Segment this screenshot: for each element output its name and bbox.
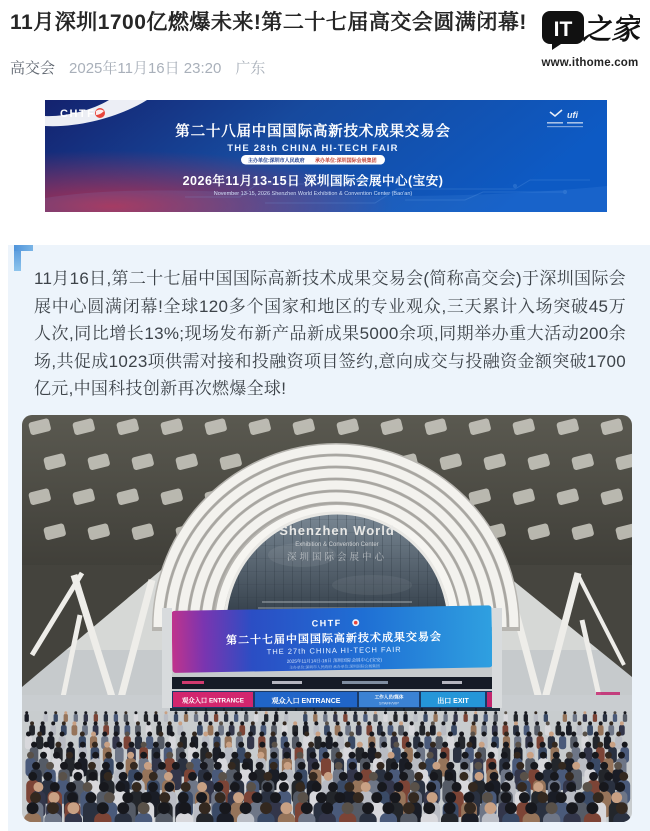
site-url: www.ithome.com [541, 57, 639, 69]
chtf27-date: 2025年11月14日-16日 深圳国际会展中心(宝安) [286, 657, 383, 664]
ad-date-en: November 13-15, 2026 Shenzhen World Exhibition & Convention Center (Bao'an) [213, 191, 413, 197]
sign-staff-sub: STAFF/VIP [379, 700, 399, 706]
chtf-logo-text: CHTF [60, 108, 96, 120]
led-ticker [170, 677, 494, 689]
ithome-logo-icon [540, 10, 640, 50]
sign-staff-label: 工作人员/媒体 [374, 694, 404, 700]
publish-region: 广东 [235, 60, 266, 77]
chtf27-title: 第二十七届中国国际高新技术成果交易会 [225, 631, 443, 647]
venue-sub-en: Exhibition & Convention Center [295, 542, 379, 548]
sign-exit-label: 出口 EXIT [437, 698, 469, 705]
organizer-co: 承办单位:深圳国际会展集团 [315, 158, 377, 164]
article-body: 11月16日,第二十七届中国国际高新技术成果交易会(简称高交会)于深圳国际会展中心圆满闭幕!全球120多个国家和地区的专业观众,三天累计入场突破45万人次,同比增长13%;现场发布新产品新成果5000余项,同期举办重大活动200余场,共促成1023项供需对接和投融资项目签约,意向成交与投融资金额突破1700亿元,中国科技创新再次燃爆全球! [34, 269, 626, 399]
chtf27-organizers: 主办单位:深圳市人民政府 承办单位:深圳国际会展集团 [289, 664, 380, 670]
logo-it-text: IT [553, 18, 573, 41]
article-quote-box [8, 245, 650, 831]
venue-photo[interactable] [22, 415, 632, 822]
venue-name-cn: 深圳国际会展中心 [286, 552, 388, 563]
ad-title: 第二十八届中国国际高新技术成果交易会 [175, 124, 451, 140]
organizer-pill [241, 155, 385, 165]
ad-date-cn: 2026年11月13-15日 深圳国际会展中心(宝安) [182, 174, 444, 188]
ufi-text: ufi [567, 110, 578, 120]
venue-photo-illustration [22, 415, 632, 822]
sign-entrance-red-label: 观众入口 ENTRANCE [182, 697, 244, 705]
logo-home-text: 之家 [581, 14, 640, 46]
sign-entrance-blue-label: 观众入口 ENTRANCE [271, 698, 341, 705]
ad-subtitle: THE 28th CHINA HI-TECH FAIR [227, 143, 399, 154]
source-link[interactable]: 高交会 [10, 60, 56, 77]
publish-time: 2025年11月16日 23:20 [69, 60, 222, 77]
page-title: 11月深圳1700亿燃爆未来!第二十七届高交会圆满闭幕! [10, 11, 527, 34]
chtf28-ad-banner[interactable] [45, 100, 607, 212]
chtf27-banner [171, 605, 492, 673]
organizer-host: 主办单位:深圳市人民政府 [248, 158, 305, 164]
venue-name-en: Shenzhen World [279, 523, 395, 538]
chtf27-subtitle: THE 27th CHINA HI-TECH FAIR [266, 644, 402, 657]
quote-bracket-icon [14, 245, 33, 251]
site-logo[interactable] [540, 10, 640, 69]
chtf27-logo-text: CHTF [311, 617, 342, 629]
byline [10, 57, 265, 78]
